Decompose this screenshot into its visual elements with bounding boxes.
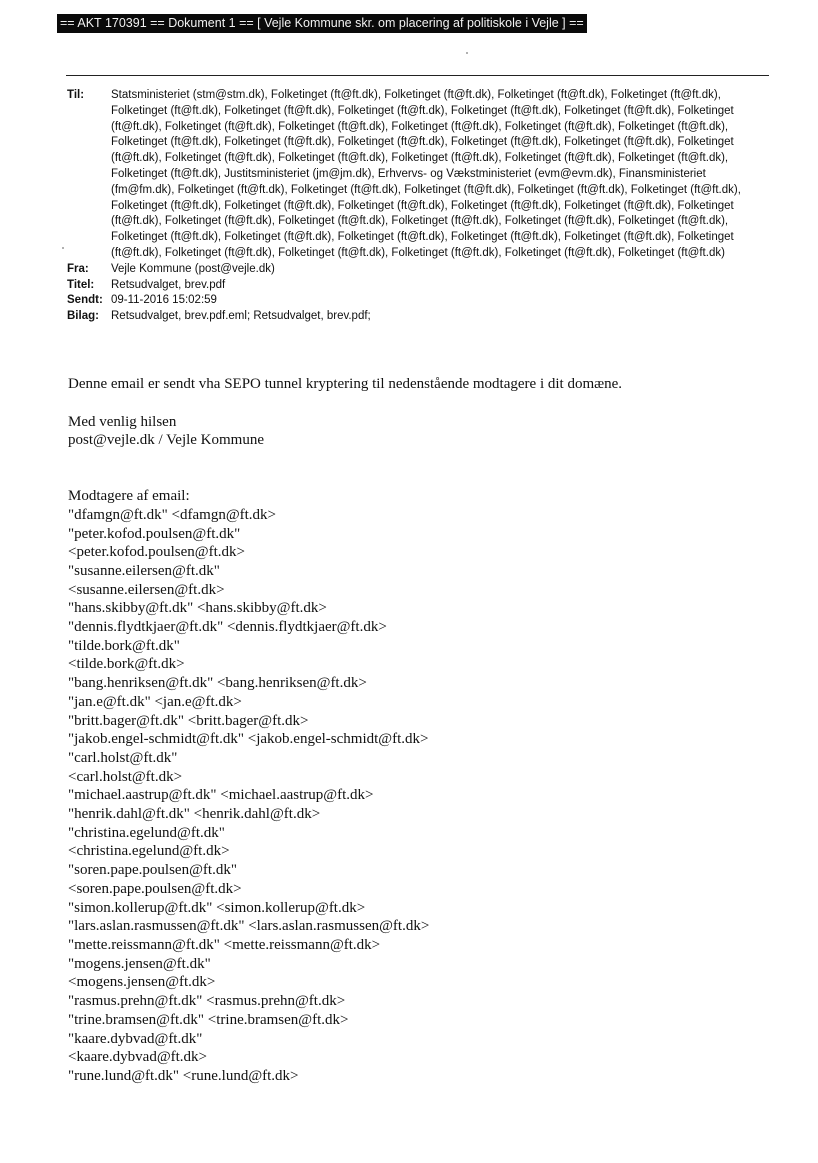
from-label: Fra: — [67, 262, 89, 275]
email-header — [67, 88, 767, 325]
recipients-title: Modtagere af email: — [68, 488, 190, 505]
recipient-line: "jakob.engel-schmidt@ft.dk" <jakob.engel-schmidt@ft.dk> — [68, 731, 429, 748]
recipient-line: <susanne.eilersen@ft.dk> — [68, 581, 225, 598]
recipient-line: "mette.reissmann@ft.dk" <mette.reissmann@ft.dk> — [68, 936, 381, 953]
header-divider — [66, 75, 769, 76]
recipient-line: "michael.aastrup@ft.dk" <michael.aastrup@ft.dk> — [68, 787, 374, 804]
recipient-line: "jan.e@ft.dk" <jan.e@ft.dk> — [68, 693, 242, 710]
recipient-line: "mogens.jensen@ft.dk" — [68, 955, 211, 972]
recipient-line: "dennis.flydtkjaer@ft.dk" <dennis.flydtkjaer@ft.dk> — [68, 619, 387, 636]
title-value: Retsudvalget, brev.pdf — [111, 278, 226, 291]
intro-text: Denne email er sendt vha SEPO tunnel kryptering til nedenstående modtagere i dit domæne. — [68, 376, 623, 392]
recipient-line: "bang.henriksen@ft.dk" <bang.henriksen@ft.dk> — [68, 675, 367, 692]
recipient-list — [68, 506, 768, 1086]
from-value: Vejle Kommune (post@vejle.dk) — [111, 262, 275, 275]
recipient-line: "britt.bager@ft.dk" <britt.bager@ft.dk> — [68, 712, 309, 729]
sent-row — [67, 293, 767, 309]
title-label: Titel: — [67, 278, 95, 291]
recipient-line: "rune.lund@ft.dk" <rune.lund@ft.dk> — [68, 1067, 299, 1084]
recipient-line: "susanne.eilersen@ft.dk" — [68, 562, 220, 579]
attachments-row — [67, 309, 767, 325]
attachments-label: Bilag: — [67, 310, 99, 323]
recipient-line: <peter.kofod.poulsen@ft.dk> — [68, 544, 245, 561]
recipient-line: "hans.skibby@ft.dk" <hans.skibby@ft.dk> — [68, 600, 327, 617]
scan-speck — [62, 247, 64, 249]
recipient-line: "peter.kofod.poulsen@ft.dk" — [68, 525, 241, 542]
recipient-line: <mogens.jensen@ft.dk> — [68, 974, 216, 991]
recipient-line: "kaare.dybvad@ft.dk" — [68, 1030, 203, 1047]
recipient-line: "dfamgn@ft.dk" <dfamgn@ft.dk> — [68, 506, 277, 523]
recipient-line: <carl.holst@ft.dk> — [68, 768, 183, 785]
from-row — [67, 262, 767, 278]
to-label: Til: — [67, 89, 85, 101]
recipient-line: "carl.holst@ft.dk" — [68, 749, 178, 766]
attachments-value: Retsudvalget, brev.pdf.eml; Retsudvalget, brev.pdf; — [111, 310, 371, 323]
recipient-line: "soren.pape.poulsen@ft.dk" — [68, 862, 237, 879]
recipient-line: "christina.egelund@ft.dk" — [68, 824, 225, 841]
recipient-line: "simon.kollerup@ft.dk" <simon.kollerup@ft.dk> — [68, 899, 366, 916]
scan-speck — [466, 52, 468, 54]
recipient-line: <tilde.bork@ft.dk> — [68, 656, 185, 673]
sent-value: 09-11-2016 15:02:59 — [111, 294, 217, 307]
greeting: Med venlig hilsen — [68, 413, 177, 430]
recipient-line: <kaare.dybvad@ft.dk> — [68, 1049, 208, 1066]
recipient-line: <soren.pape.poulsen@ft.dk> — [68, 880, 242, 897]
email-body — [68, 375, 768, 1086]
to-value: Statsministeriet (stm@stm.dk), Folketinget (ft@ft.dk), Folketinget (ft@ft.dk), Folketinget (ft@ft.dk), Folketinget (ft@ft.dk), Folketinget (ft@ft.dk), Folketinget (ft@ft.dk), Folketinget (ft@ft.dk), Folketinget (ft@ft.dk), Folketinget (ft@ft.dk), Folketinget (ft@ft.dk), Folketinget (ft@ft.dk), Folketinget (ft@ft.dk), Folketinget (ft@ft.dk), Folketinget (ft@ft.dk), Folketinget (ft@ft.dk), Folketinget (ft@ft.dk), Folketinget (ft@ft.dk), Folketinget (ft@ft.dk), Folketinget (ft@ft.dk), Folketinget (ft@ft.dk), Folketinget (ft@ft.dk), Folketinget (ft@ft.dk), Folketinget (ft@ft.dk), Folketinget (ft@ft.dk), Folketinget (ft@ft.dk), Folketinget (ft@ft.dk), Folketinget (ft@ft.dk), Justitsministeriet (jm@jm.dk), Erhvervs- og Vækstministeriet (evm@evm.dk), Finansministeriet (fm@fm.dk), Folketinget (ft@ft.dk), Folketinget (ft@ft.dk), Folketinget (ft@ft.dk), Folketinget (ft@ft.dk), Folketinget (ft@ft.dk), Folketinget (ft@ft.dk), Folketinget (ft@ft.dk), Folketinget (ft@ft.dk), Folketinget (ft@ft.dk), Folketinget (ft@ft.dk), Folketinget (ft@ft.dk), Folketinget (ft@ft.dk), Folketinget (ft@ft.dk), Folketinget (ft@ft.dk), Folketinget (ft@ft.dk), Folketinget (ft@ft.dk), Folketinget (ft@ft.dk), Folketinget (ft@ft.dk), Folketinget (ft@ft.dk), Folketinget (ft@ft.dk), Folketinget (ft@ft.dk), Folketinget (ft@ft.dk), Folketinget (ft@ft.dk), Folketinget (ft@ft.dk), Folketinget (ft@ft.dk), Folketinget (ft@ft.dk), Folketinget (ft@ft.dk) — [111, 89, 741, 259]
title-row — [67, 278, 767, 294]
recipient-line: "trine.bramsen@ft.dk" <trine.bramsen@ft.dk> — [68, 1011, 349, 1028]
recipient-line: "lars.aslan.rasmussen@ft.dk" <lars.aslan.rasmussen@ft.dk> — [68, 918, 430, 935]
recipient-line: "rasmus.prehn@ft.dk" <rasmus.prehn@ft.dk> — [68, 993, 346, 1010]
recipient-line: <christina.egelund@ft.dk> — [68, 843, 230, 860]
sent-label: Sendt: — [67, 294, 103, 307]
signature: post@vejle.dk / Vejle Kommune — [68, 432, 265, 449]
recipient-line: "tilde.bork@ft.dk" — [68, 637, 180, 654]
recipient-line: "henrik.dahl@ft.dk" <henrik.dahl@ft.dk> — [68, 806, 321, 823]
document-banner: == AKT 170391 == Dokument 1 == [ Vejle Kommune skr. om placering af politiskole i Vejle ] == — [57, 14, 587, 33]
to-row — [67, 88, 767, 262]
